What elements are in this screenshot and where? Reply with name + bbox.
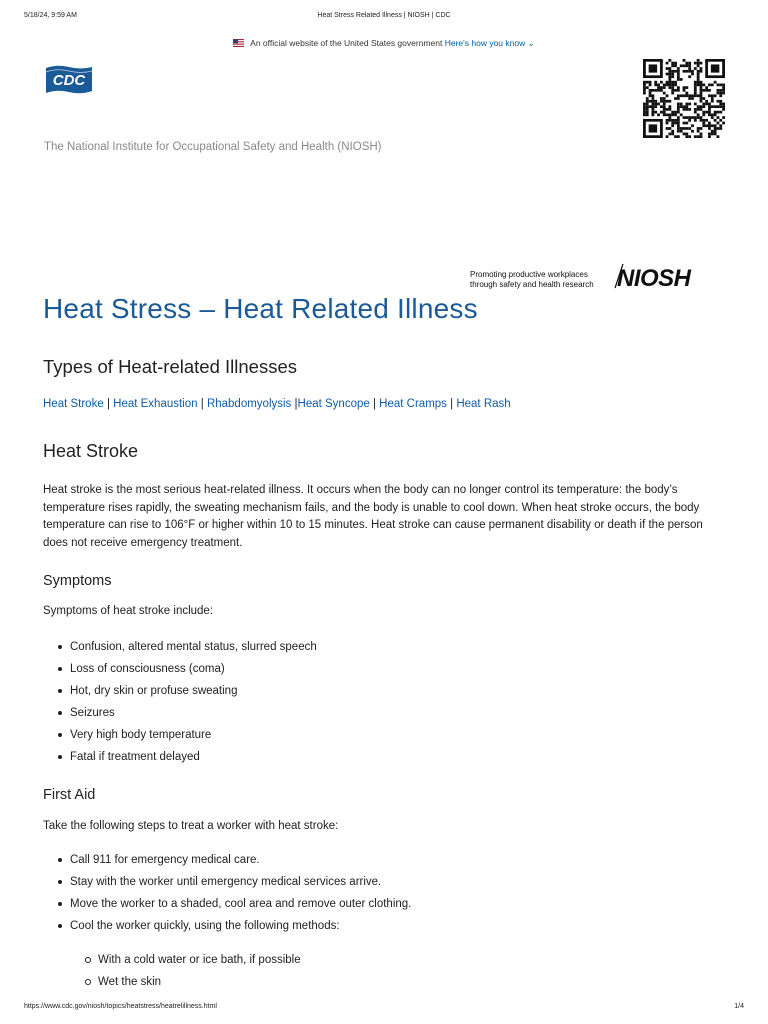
first-aid-list bbox=[43, 853, 411, 941]
list-item: Cool the worker quickly, using the following methods: bbox=[43, 919, 411, 941]
cdc-logo-text: CDC bbox=[52, 72, 86, 89]
cooling-methods-list bbox=[43, 953, 301, 997]
niosh-tagline-line2: through safety and health research bbox=[470, 280, 594, 289]
symptoms-intro: Symptoms of heat stroke include: bbox=[43, 605, 214, 617]
symptoms-heading: Symptoms bbox=[43, 573, 112, 589]
list-item: Wet the skin bbox=[43, 975, 301, 997]
list-item: Confusion, altered mental status, slurred speech bbox=[43, 640, 317, 662]
list-item: Move the worker to a shaded, cool area and remove outer clothing. bbox=[43, 897, 411, 919]
cdc-logo[interactable] bbox=[43, 64, 95, 96]
link-separator: | bbox=[106, 398, 110, 410]
link-heat-syncope[interactable]: Heat Syncope bbox=[297, 398, 370, 410]
list-item: Call 911 for emergency medical care. bbox=[43, 853, 411, 875]
print-date: 5/18/24, 9:59 AM bbox=[24, 12, 77, 19]
heres-how-you-know-label: Here's how you know bbox=[444, 38, 526, 48]
link-heat-stroke[interactable]: Heat Stroke bbox=[43, 398, 104, 410]
link-separator: | bbox=[372, 398, 376, 410]
first-aid-intro: Take the following steps to treat a worker with heat stroke: bbox=[43, 820, 339, 832]
qr-code-image bbox=[643, 59, 725, 138]
list-item: Fatal if treatment delayed bbox=[43, 750, 317, 772]
list-item: Seizures bbox=[43, 706, 317, 728]
org-name: The National Institute for Occupational Safety and Health (NIOSH) bbox=[44, 141, 382, 153]
list-item: Very high body temperature bbox=[43, 728, 317, 750]
first-aid-heading: First Aid bbox=[43, 787, 96, 803]
list-item: Loss of consciousness (coma) bbox=[43, 662, 317, 684]
list-item: Stay with the worker until emergency medical services arrive. bbox=[43, 875, 411, 897]
link-separator: | bbox=[294, 398, 298, 410]
link-heat-exhaustion[interactable]: Heat Exhaustion bbox=[113, 398, 198, 410]
list-item: Hot, dry skin or profuse sweating bbox=[43, 684, 317, 706]
link-heat-rash[interactable]: Heat Rash bbox=[456, 398, 511, 410]
gov-banner-text: An official website of the United States government bbox=[250, 38, 443, 48]
heat-stroke-heading: Heat Stroke bbox=[43, 441, 139, 461]
link-separator: | bbox=[200, 398, 204, 410]
link-separator: | bbox=[450, 398, 454, 410]
list-item: With a cold water or ice bath, if possible bbox=[43, 953, 301, 975]
niosh-logo bbox=[607, 262, 723, 290]
page-title: Heat Stress – Heat Related Illness bbox=[43, 293, 478, 324]
link-heat-cramps[interactable]: Heat Cramps bbox=[379, 398, 447, 410]
symptoms-list bbox=[43, 640, 317, 772]
link-rhabdomyolysis[interactable]: Rhabdomyolysis bbox=[206, 398, 292, 410]
quick-links bbox=[43, 398, 511, 410]
print-page-number: 1/4 bbox=[734, 1003, 744, 1010]
niosh-tagline-line1: Promoting productive workplaces bbox=[470, 270, 588, 279]
niosh-tagline bbox=[470, 270, 594, 290]
section-title: Types of Heat-related Illnesses bbox=[43, 356, 297, 377]
gov-banner bbox=[0, 38, 768, 49]
us-flag-icon bbox=[233, 39, 244, 49]
chevron-down-icon: ⌄ bbox=[527, 38, 535, 48]
niosh-logo-text: NIOSH bbox=[617, 265, 691, 290]
print-title: Heat Stress Related Illness | NIOSH | CDC bbox=[317, 12, 451, 19]
heat-stroke-description: Heat stroke is the most serious heat-related illness. It occurs when the body can no longer control its temperature: the body’s temperature rises rapidly, the sweating mechanism fails, and the body is unable to cool down. When heat stroke occurs, the body temperature can rise to 106°F or higher within 10 to 15 minutes. Heat stroke can cause permanent disability or death if the person does not receive emergency treatment. bbox=[43, 484, 703, 549]
print-url: https://www.cdc.gov/niosh/topics/heatstress/heatrelillness.html bbox=[24, 1003, 217, 1010]
heres-how-you-know-link[interactable] bbox=[445, 38, 535, 48]
